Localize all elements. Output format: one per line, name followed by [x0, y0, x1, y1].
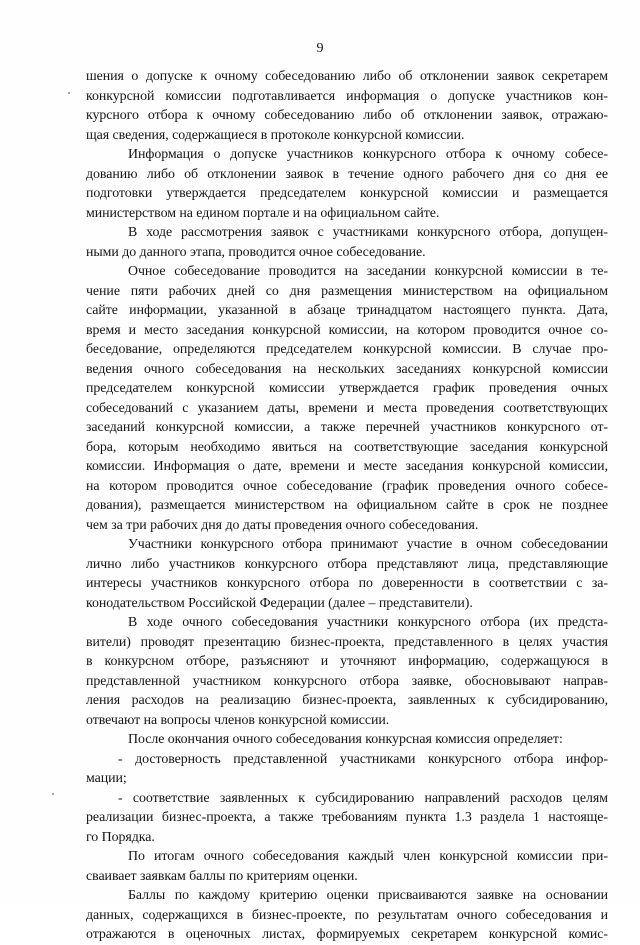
text-line: чем за три рабочих дня до даты проведения очного собеседования.	[86, 517, 479, 533]
text-line: дованию либо об отклонении заявок в течение одного рабочего дня со дня ее	[86, 166, 608, 182]
text-line: После окончания очного собеседования конкурсная комиссия определяет:	[128, 732, 563, 747]
text-line: По итогам очного собеседования каждый член конкурсной комиссии при-	[128, 849, 608, 864]
scan-speck	[52, 793, 54, 795]
text-line: в конкурсном отборе, разъясняют и уточняют информацию, содержащуюся в	[86, 654, 608, 669]
text-line: ными до данного этапа, проводится очное собеседование.	[86, 244, 426, 260]
text-line: отвечают на вопросы членов конкурсной комиссии.	[86, 712, 390, 728]
list-item: - соответствие заявленных к субсидированию направлений расходов целям	[118, 790, 608, 806]
text-line: время и место заседания конкурсной комиссии, на котором проводится очное со-	[86, 322, 608, 338]
text-line: го Порядка.	[86, 829, 155, 845]
text-line: мации;	[86, 771, 127, 786]
text-line: Очное собеседование проводится на заседании конкурсной комиссии в те-	[128, 264, 608, 279]
text-line: данных, содержащихся в бизнес-проекте, по результатам очного собеседования и	[86, 907, 608, 923]
text-line: сайте информации, указанной в абзаце тринадцатом настоящего пункта. Дата,	[86, 303, 608, 318]
text-line: бора, которым необходимо явиться на соответствующие заседания конкурсной	[86, 439, 608, 455]
text-line: вители) проводят презентацию бизнес-проекта, представленного в целях участия	[86, 634, 608, 650]
text-line: В ходе очного собеседования участники конкурсного отбора (их предста-	[128, 615, 608, 630]
text-line: представленной участником конкурсного отбора заявке, обосновывают направ-	[86, 673, 608, 689]
text-line: ления расходов на реализацию бизнес-проекта, заявленных к субсидированию,	[86, 693, 608, 708]
text-line: сваивает заявкам баллы по критериям оценки.	[86, 868, 358, 884]
text-line: лично либо участников конкурсного отбора представляют лица, представляющие	[86, 556, 608, 572]
text-line: ведения очного собеседования на нескольких заседаниях конкурсной комиссии	[86, 361, 608, 377]
text-line: конкурсной комиссии подготавливается информация о допуске участников кон-	[86, 88, 608, 104]
text-line: заседаний конкурсной комиссии, а также перечней участников конкурсного от-	[86, 420, 608, 435]
text-line: реализации бизнес-проекта, а также требованиям пункта 1.3 раздела 1 настояще-	[86, 810, 608, 825]
text-line: Участники конкурсного отбора принимают участие в очном собеседовании	[128, 537, 608, 552]
document-body	[86, 67, 608, 945]
text-line: курсного отбора к очному собеседованию либо об отклонении заявок, отражаю-	[86, 108, 608, 123]
text-line: интересы участников конкурсного отбора по доверенности в соответствии с за-	[86, 576, 608, 591]
text-line: подготовки утверждается председателем конкурсной комиссии и размещается	[86, 186, 608, 201]
text-line: чение пяти рабочих дней со дня размещения министерством на официальном	[86, 283, 608, 299]
scan-speck	[68, 92, 70, 94]
text-line: комиссии. Информация о дате, времени и месте заседания конкурсной комиссии,	[86, 459, 608, 474]
text-line: отражаются в оценочных листах, формируемых секретарем конкурсной комис-	[86, 927, 608, 942]
text-line: щая сведения, содержащиеся в протоколе конкурсной комиссии.	[86, 127, 465, 143]
text-line: В ходе рассмотрения заявок с участниками конкурсного отбора, допущен-	[128, 225, 608, 240]
text-line: конодательством Российской Федерации (далее – представители).	[86, 595, 473, 611]
text-line: председателем конкурсной комиссии утверждается график проведения очных	[86, 381, 608, 396]
text-line: беседование, определяются председателем конкурсной комиссии. В случае про-	[86, 342, 608, 357]
text-line: Баллы по каждому критерию оценки присваиваются заявке на основании	[128, 888, 608, 903]
text-line: на котором проводится очное собеседование (график проведения очного собесе-	[86, 478, 608, 494]
text-line: Информация о допуске участников конкурсного отбора к очному собесе-	[128, 147, 608, 162]
text-line: собеседований с указанием даты, времени и места проведения соответствующих	[86, 400, 608, 416]
page-number: 9	[316, 41, 324, 56]
text-line: шения о допуске к очному собеседованию либо об отклонении заявок секретарем	[86, 69, 608, 84]
text-line: министерством на едином портале и на официальном сайте.	[86, 205, 440, 221]
list-item: - достоверность представленной участниками конкурсного отбора инфор-	[118, 751, 608, 767]
text-line: дования), размещается министерством на официальном сайте в срок не позднее	[86, 498, 608, 513]
